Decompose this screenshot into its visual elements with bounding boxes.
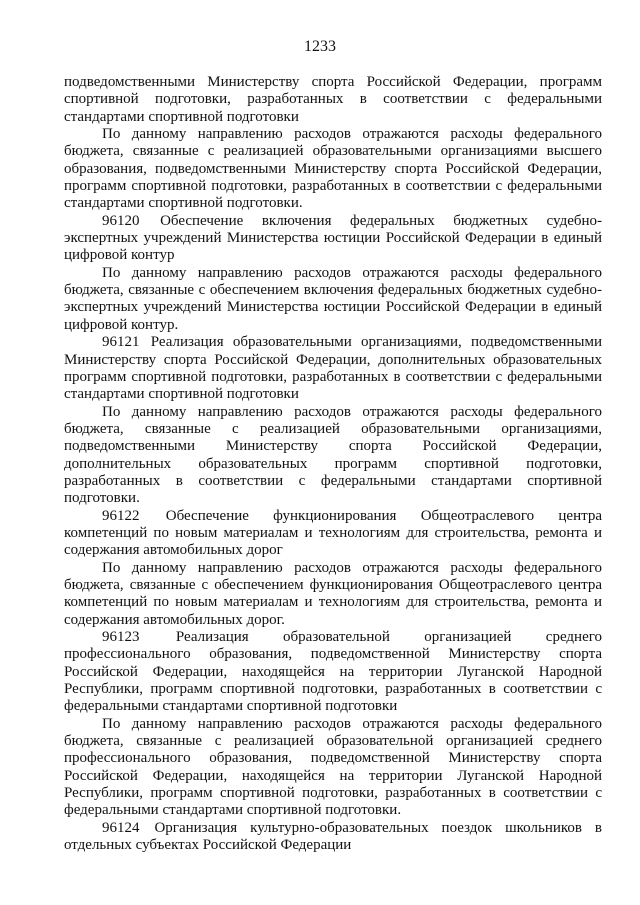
expense-code-entry	[64, 820, 602, 855]
expense-code: 96120	[102, 212, 140, 229]
paragraph-description: По данному направлению расходов отражаются расходы федерального бюджета, связанные с обеспечением функционирования Общеотраслевого центра компетенций по новым материалам и технологиям для строительства, ремонта и содержания автомобильных дорог.	[64, 559, 602, 628]
expense-code-title: Обеспечение функционирования Общеотраслевого центра компетенций по новым материалам и технологиям для строительства, ремонта и содержания автомобильных дорог	[64, 507, 602, 559]
paragraph-description: По данному направлению расходов отражаются расходы федерального бюджета, связанные с обеспечением включения федеральных бюджетных судебно-экспертных учреждений Министерства юстиции Российской Федерации в единый цифровой контур.	[64, 264, 602, 333]
paragraph-description: По данному направлению расходов отражаются расходы федерального бюджета, связанные с реализацией образовательными организациями высшего образования, подведомственными Министерству спорта Российской Федерации, программ спортивной подготовки, разработанных в соответствии с федеральными стандартами спортивной подготовки.	[64, 126, 602, 212]
expense-code: 96124	[102, 819, 140, 836]
expense-code-entry	[64, 213, 602, 265]
expense-code: 96122	[102, 507, 140, 524]
expense-code: 96121	[102, 334, 140, 351]
expense-code: 96123	[102, 629, 140, 645]
expense-code-entry	[64, 334, 602, 403]
page-number: 1233	[304, 38, 336, 55]
document-body	[64, 74, 602, 854]
expense-code-title: Реализация образовательной организацией среднего профессионального образования, подведомственной Министерству спорта Российской Федерации, находящейся на территории Луганской Народной Республики, программ спортивной подготовки, разработанных в соответствии с федеральными стандартами спортивной подготовки	[64, 629, 603, 715]
paragraph-description: По данному направлению расходов отражаются расходы федерального бюджета, связанные с реализацией образовательной организацией среднего профессионального образования, подведомственной Министерству спорта Российской Федерации, находящейся на территории Луганской Народной Республики, программ спортивной подготовки, разработанных в соответствии с федеральными стандартами спортивной подготовки.	[64, 715, 602, 819]
paragraph-description: По данному направлению расходов отражаются расходы федерального бюджета, связанные с реализацией образовательными организациями, подведомственными Министерству спорта Российской Федерации, дополнительных образовательных программ спортивной подготовки, разработанных в соответствии с федеральными стандартами спортивной подготовки.	[64, 403, 602, 507]
paragraph-continuation: подведомственными Министерству спорта Российской Федерации, программ спортивной подготовки, разработанных в соответствии с федеральными стандартами спортивной подготовки	[64, 74, 602, 125]
expense-code-entry	[64, 508, 602, 560]
expense-code-title: Организация культурно-образовательных поездок школьников в отдельных субъектах Российской Федерации	[64, 819, 603, 854]
expense-code-title: Обеспечение включения федеральных бюджетных судебно-экспертных учреждений Министерства юстиции Российской Федерации в единый цифровой контур	[64, 212, 603, 264]
expense-code-title: Реализация образовательными организациями, подведомственными Министерству спорта Российской Федерации, дополнительных образовательных программ спортивной подготовки, разработанных в соответствии с федеральными стандартами спортивной подготовки	[64, 334, 603, 403]
expense-code-entry	[64, 629, 602, 716]
